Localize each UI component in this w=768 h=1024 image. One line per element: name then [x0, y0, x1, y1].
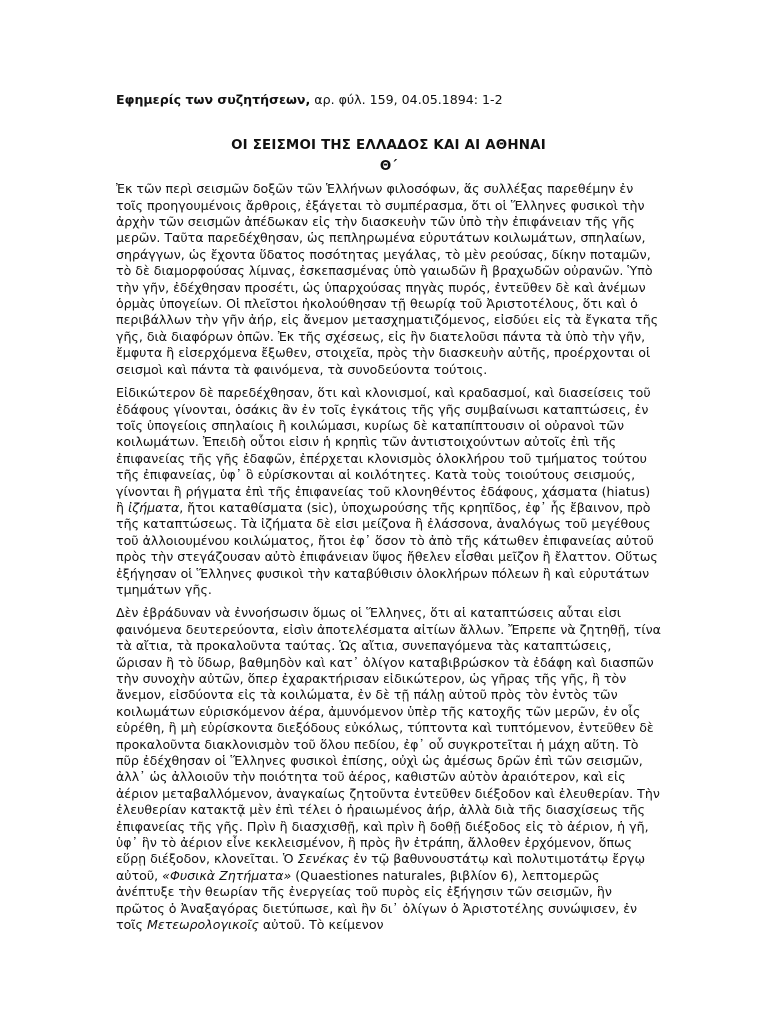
paragraph-3-text-a: Δὲν ἐβράδυναν νὰ ἐννοήσωσιν ὅμως οἱ Ἕλληνες, ὅτι αἱ καταπτώσεις αὗται εἰσι φαινόμενα δευτερεύοντα, εἰσὶν ἀποτελέσματα αἰτίων ἄλλων. Ἔπρεπε νὰ ζητηθῇ, τίνα τὰ αἴτια, τὰ προκαλοῦντα ταύτας. Ὡς αἴτια, συνεπαγόμενα τὰς καταπτώσεις, ὥρισαν ἢ τὸ ὕδωρ, βαθμηδὸν καὶ κατ᾽ ὀλίγον καταβιβρώσκον τὰ ἐδάφη καὶ διασπῶν τὴν συνοχὴν αὐτῶν, ὅπερ ἐχαρακτήρισαν εἰδικώτερον, ὡς γῆρας τῆς γῆς, ἢ τὸν ἄνεμον, εἰσδύοντα εἰς τὰ κοιλώματα, ἐν δὲ τῇ πάλῃ αὐτοῦ πρὸς τὸν ἐντὸς τῶν κοιλωμάτων εὑρισκόμενον ἀέρα, ἀμυνόμενον ὑπὲρ τῆς κατοχῆς τῶν μερῶν, ἐν οἷς εὑρέθη, ἢ μὴ εὑρίσκοντα διεξόδους εὐκόλως, τύπτοντα καὶ τυπτόμενον, ἐντεῦθεν δὲ προκαλοῦντα διακλονισμὸν τοῦ ὅλου πεδίου, ἐφ᾽ οὗ συγκροτεῖται ἡ μάχη αὕτη. Τὸ πῦρ ἐδέχθησαν οἱ Ἕλληνες φυσικοὶ ἐπίσης, οὐχὶ ὡς ἀμέσως δρῶν ἐπὶ τῶν σεισμῶν, ἀλλ᾽ ὡς ἀλλοιοῦν τὴν ποιότητα τοῦ ἀέρος, καθιστῶν αὐτὸν ἀραιότερον, καὶ εἰς ἀέριον μεταβαλλόμενον, ἀναγκαίως ζητοῦντα ἐντεῦθεν διέξοδον καὶ ἐλευθερίαν. Τὴν ἐλευθερίαν κατακτᾷ μὲν ἐπὶ τέλει ὁ ἠραιωμένος ἀήρ, ἀλλὰ διὰ τῆς διασχίσεως τῆς ἐπιφανείας τῆς γῆς. Πρὶν ἢ διασχισθῇ, καὶ πρὶν ἢ δοθῇ διέξοδος εἰς τὸ ἀέριον, ἡ γῆ, ὑφ᾽ ἣν τὸ ἀέριον εἶνε κεκλεισμένον, ἢ πρὸς ἣν ἐτράπη, ἄλλοθεν ἐρχόμενον, ὅπως εὕρῃ διέξοδον, κλονεῖται. Ὁ [116, 605, 661, 867]
paragraph-2-text-a: Εἰδικώτερον δὲ παρεδέχθησαν, ὅτι καὶ κλονισμοί, καὶ κραδασμοί, καὶ διασείσεις τοῦ ἐδάφους γίνονται, ὁσάκις ἂν ἐν τοῖς ἐγκάτοις τῆς γῆς συμβαίνωσι καταπτώσεις, ἐν τοῖς ὑπογείοις σπηλαίοις ἢ κοιλώμασι, κυρίως δὲ καταπίπτουσιν οἱ οὐρανοὶ τῶν κοιλωμάτων. Ἐπειδὴ οὗτοι εἰσιν ἡ κρηπὶς τῶν ἀντιστοιχούντων αὐτοῖς ἐπὶ τῆς ἐπιφανείας τῆς γῆς ἐδαφῶν, ἐπέρχεται κλονισμὸς ὁλοκλήρου τοῦ τμήματος τούτου τῆς ἐπιφανείας, ὑφ᾽ ὃ εὑρίσκονται αἱ κοιλότητες. Κατὰ τοὺς τοιούτους σεισμούς, γίνονται ἢ ρήγματα ἐπὶ τῆς ἐπιφανείας τοῦ κλονηθέντος ἐδάφους, χάσματα (hiatus) ἢ [116, 385, 651, 515]
paragraph-2 [116, 385, 661, 598]
document-page [116, 92, 661, 941]
paragraph-3-text-d: αὐτοῦ. Τὸ κείμενον [258, 917, 384, 933]
issue-details: αρ. φύλ. 159, 04.05.1894: 1-2 [310, 92, 503, 107]
paragraph-1: Ἐκ τῶν περὶ σεισμῶν δοξῶν τῶν Ἑλλήνων φιλοσόφων, ἅς συλλέξας παρεθέμην ἐν τοῖς προηγουμένοις ἄρθροις, ἐξάγεται τὸ συμπέρασμα, ὅτι οἱ Ἕλληνες φυσικοὶ τὴν ἀρχὴν τῶν σεισμῶν ἀπέδωκαν εἰς τὴν διασκευὴν τῶν ὑπὸ τὴν ἐπιφάνειαν τῆς γῆς μερῶν. Ταῦτα παρεδέχθησαν, ὡς πεπληρωμένα εὐρυτάτων κοιλωμάτων, σπηλαίων, σηράγγων, ὡς ἔχοντα ὕδατος ποσότητας μεγάλας, τὸ μὲν ρεούσας, δίκην ποταμῶν, τὸ δὲ διαμορφούσας λίμνας, ἐσκεπασμένας ὑπὸ γαιωδῶν ἢ βραχωδῶν οὐρανῶν. Ὑπὸ τὴν γῆν, ἐδέχθησαν προσέτι, ὡς ὑπαρχούσας πηγὰς πυρός, ἐντεῦθεν δὲ καὶ ἀνέμων ὁρμὰς ὑπογείων. Οἱ πλεῖστοι ἠκολούθησαν τῇ θεωρίᾳ τοῦ Ἀριστοτέλους, ὅτι καὶ ὁ περιβάλλων τὴν γῆν ἀήρ, εἰς ἄνεμον μετασχηματιζόμενος, εἰσδύει εἰς τὰ ἔγκατα τῆς γῆς, διὰ διαφόρων ὀπῶν. Ἐκ τῆς σχέσεως, εἰς ἣν διατελοῦσι πάντα τὰ ὑπὸ τὴν γῆν, ἔμφυτα ἢ εἰσερχόμενα ἔξωθεν, στοιχεῖα, πρὸς τὴν διασκευὴν αὐτῆς, προέρχονται οἱ σεισμοὶ καὶ πάντα τὰ φαινόμενα, τὰ συνοδεύοντα τούτοις. [116, 181, 659, 377]
paragraph-2-italic-term: ἰζήματα [128, 499, 180, 515]
article-part-number: Θ΄ [379, 158, 398, 174]
paragraph-2-text-b: , ἤτοι καταθίσματα (sic), ὑποχωρούσης τῆς κρηπῖδος, ἐφ᾽ ἧς ἔβαινον, πρὸ τῆς καταπτώσεως. Τὰ ἰζήματα δὲ εἰσι μείζονα ἢ ἐλάσσονα, ἀναλόγως τοῦ μεγέθους τοῦ ἀλλοιουμένου κοιλώματος, ἤτοι ἐφ᾽ ὅσον τὸ ἀπὸ τῆς κάτωθεν ἐπιφανείας αὐτοῦ πρὸς τὴν στεγάζουσαν αὐτὸ ἐπιφάνειαν ὕψος ἤθελεν εἶσθαι μεῖζον ἢ ἔλαττον. Οὕτως ἐξήγησαν οἱ Ἕλληνες φυσικοὶ τὴν καταβύθισιν ὁλοκλήρων πόλεων ἢ καὶ εὐρυτάτων τμημάτων γῆς. [116, 499, 658, 597]
paragraph-3-text-b: ἐν τῷ βαθυνουστάτῳ καὶ πολυτιμοτάτῳ ἔργῳ αὐτοῦ, [116, 851, 646, 883]
article-title: ΟΙ ΣΕΙΣΜΟΙ ΤΗΣ ΕΛΛΑΔΟΣ ΚΑΙ ΑΙ ΑΘΗΝΑΙ [231, 138, 546, 154]
paragraph-3-italic-work-title: «Φυσικὰ Ζητήματα» [162, 867, 292, 883]
paragraph-3-italic-meteorologica: Μετεωρολογικοῖς [146, 917, 259, 933]
paragraph-3-text-c: (Quaestiones naturales, βιβλίον 6), λεπτομερῶς ἀνέπτυξε τὴν θεωρίαν τῆς ἐνεργείας τοῦ πυρὸς εἰς ἐξήγησιν τῶν σεισμῶν, ἣν πρῶτος ὁ Ἀναξαγόρας διετύπωσε, καὶ ἣν δι᾽ ὀλίγων ὁ Ἀριστοτέλης συνώψισεν, ἐν τοῖς [116, 867, 638, 933]
paragraph-3-italic-seneca: Σενέκας [297, 851, 350, 867]
source-citation [116, 92, 661, 108]
newspaper-name: Εφημερίς των συζητήσεων, [116, 92, 311, 107]
paragraph-3 [116, 605, 661, 933]
